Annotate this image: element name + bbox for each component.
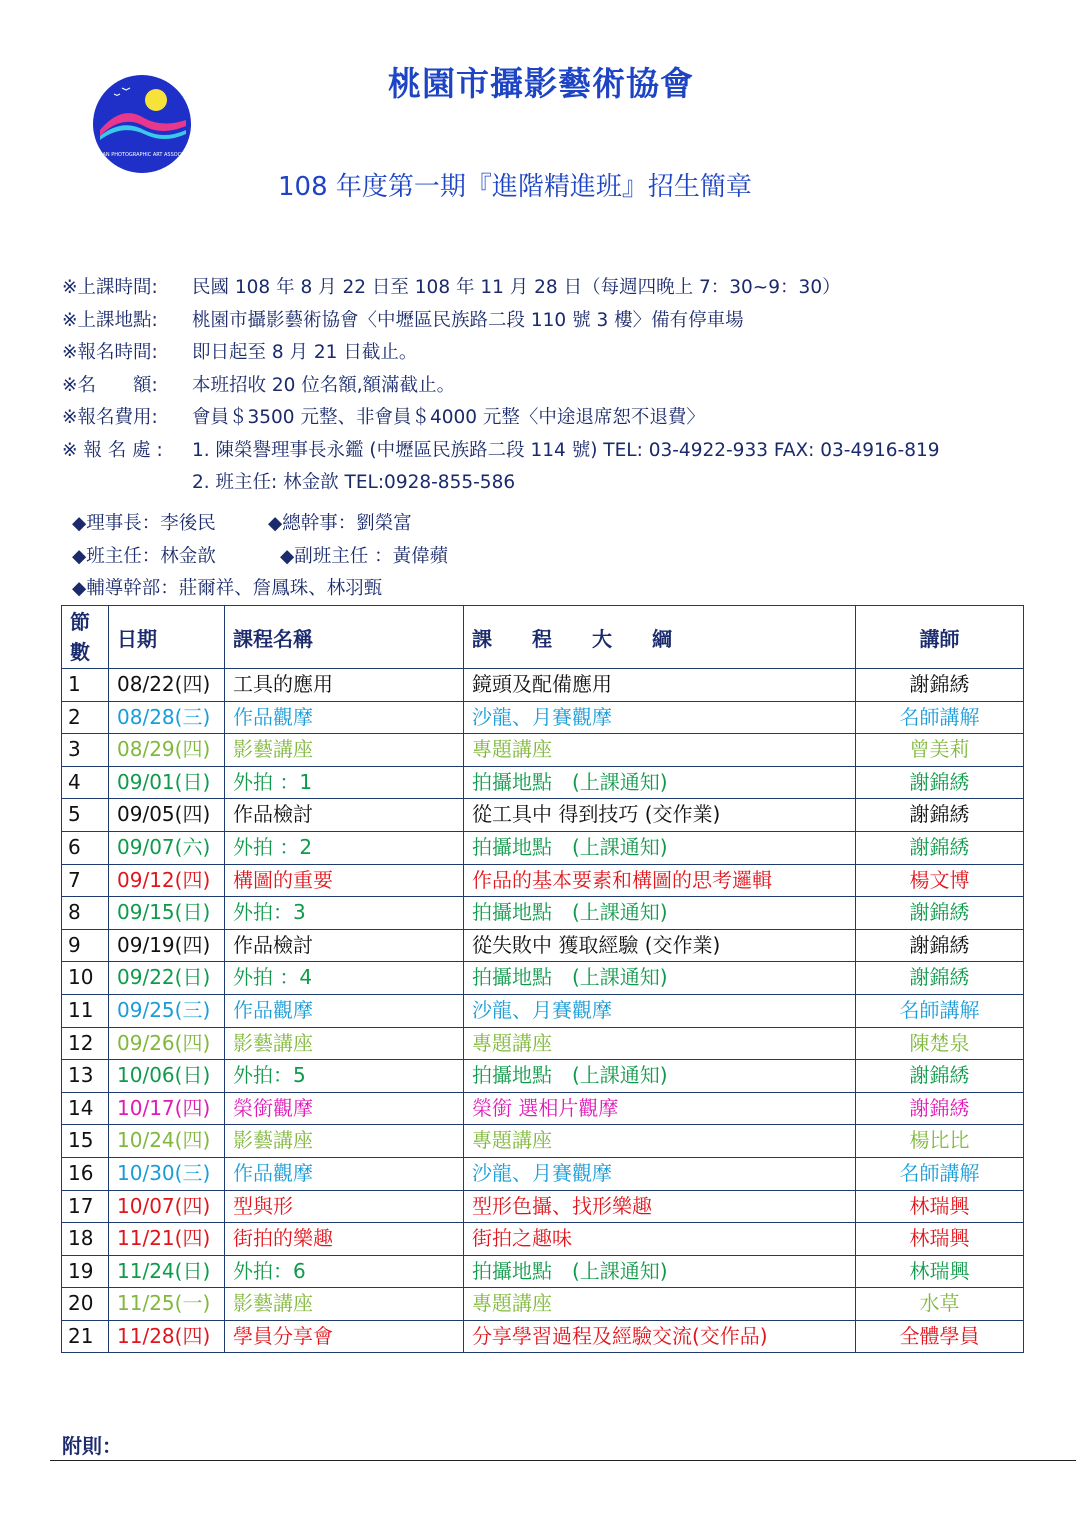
cell-teacher: 謝錦綉 <box>856 799 1024 832</box>
cell-course-name: 構圖的重要 <box>225 864 464 897</box>
info-label: ※名 額: <box>62 374 158 396</box>
cell-course-outline: 街拍之趣味 <box>464 1223 856 1256</box>
header-course-name: 課程名稱 <box>225 606 464 669</box>
cell-course-name: 外拍 ：2 <box>225 831 464 864</box>
cell-session-number: 20 <box>62 1288 109 1321</box>
cell-teacher: 水草 <box>856 1288 1024 1321</box>
course-schedule-table <box>61 605 1024 1353</box>
cell-course-outline: 專題講座 <box>464 1125 856 1158</box>
cell-course-name: 影藝講座 <box>225 1288 464 1321</box>
cell-session-number: 8 <box>62 897 109 930</box>
cell-course-name: 工具的應用 <box>225 669 464 702</box>
table-row <box>62 1092 1024 1125</box>
table-row <box>62 799 1024 832</box>
cell-teacher: 謝錦綉 <box>856 962 1024 995</box>
table-row <box>62 701 1024 734</box>
cell-teacher: 謝錦綉 <box>856 766 1024 799</box>
info-value: 即日起至 8 月 21 日截止。 <box>192 342 418 363</box>
cell-session-number: 16 <box>62 1157 109 1190</box>
table-row <box>62 962 1024 995</box>
table-row <box>62 1157 1024 1190</box>
cell-teacher: 謝錦綉 <box>856 1060 1024 1093</box>
staff-chairman: ◆理事長：李後民 <box>72 513 216 534</box>
table-row <box>62 897 1024 930</box>
cell-course-name: 影藝講座 <box>225 1027 464 1060</box>
table-row <box>62 831 1024 864</box>
cell-date: 09/26(四) <box>109 1027 225 1060</box>
cell-teacher: 全體學員 <box>856 1320 1024 1353</box>
cell-date: 09/05(四) <box>109 799 225 832</box>
cell-course-name: 作品觀摩 <box>225 1157 464 1190</box>
cell-session-number: 18 <box>62 1223 109 1256</box>
info-label: ※ 報 名 處 : <box>62 439 163 461</box>
staff-vice-head: ◆副班主任 ：黃偉蘋 <box>280 545 449 567</box>
table-row <box>62 864 1024 897</box>
cell-session-number: 19 <box>62 1255 109 1288</box>
table-row <box>62 1223 1024 1256</box>
cell-course-name: 作品觀摩 <box>225 994 464 1027</box>
cell-session-number: 10 <box>62 962 109 995</box>
cell-date: 09/12(四) <box>109 864 225 897</box>
cell-course-outline: 沙龍、月賽觀摩 <box>464 994 856 1027</box>
cell-teacher: 名師講解 <box>856 994 1024 1027</box>
cell-course-name: 街拍的樂趣 <box>225 1223 464 1256</box>
info-value: 會員＄3500 元整、非會員＄4000 元整〈中途退席恕不退費〉 <box>192 407 705 428</box>
cell-session-number: 2 <box>62 701 109 734</box>
table-row <box>62 1288 1024 1321</box>
cell-date: 10/07(四) <box>109 1190 225 1223</box>
cell-session-number: 5 <box>62 799 109 832</box>
cell-course-outline: 分享學習過程及經驗交流(交作品) <box>464 1320 856 1353</box>
cell-course-name: 作品檢討 <box>225 799 464 832</box>
header-session-number: 節 數 <box>62 606 109 669</box>
cell-course-name: 影藝講座 <box>225 1125 464 1158</box>
info-value: 民國 108 年 8 月 22 日至 108 年 11 月 28 日（每週四晚上 7：30~9：30） <box>192 277 841 298</box>
table-row <box>62 766 1024 799</box>
cell-session-number: 12 <box>62 1027 109 1060</box>
info-label: ※報名費用: <box>62 407 158 428</box>
staff-secretary: ◆總幹事：劉榮富 <box>268 513 412 534</box>
cell-course-outline: 拍攝地點 (上課通知) <box>464 962 856 995</box>
cell-course-name: 外拍：3 <box>225 897 464 930</box>
info-label: ※上課時間: <box>62 277 158 298</box>
cell-course-name: 外拍 ：4 <box>225 962 464 995</box>
staff-class-head: ◆班主任：林金歆 <box>72 545 216 567</box>
cell-date: 08/28(三) <box>109 701 225 734</box>
info-value: 本班招收 20 位名額,額滿截止。 <box>192 374 456 396</box>
cell-date: 09/19(四) <box>109 929 225 962</box>
appendix-label: 附則： <box>62 1434 122 1458</box>
cell-teacher: 謝錦綉 <box>856 929 1024 962</box>
cell-teacher: 楊比比 <box>856 1125 1024 1158</box>
cell-date: 08/22(四) <box>109 669 225 702</box>
cell-course-name: 外拍 ：1 <box>225 766 464 799</box>
cell-session-number: 15 <box>62 1125 109 1158</box>
cell-course-name: 作品檢討 <box>225 929 464 962</box>
header-date: 日期 <box>109 606 225 669</box>
cell-course-name: 型與形 <box>225 1190 464 1223</box>
table-row <box>62 994 1024 1027</box>
cell-session-number: 17 <box>62 1190 109 1223</box>
cell-teacher: 林瑞興 <box>856 1255 1024 1288</box>
cell-date: 11/24(日) <box>109 1255 225 1288</box>
cell-teacher: 楊文博 <box>856 864 1024 897</box>
cell-date: 11/25(一) <box>109 1288 225 1321</box>
cell-date: 11/21(四) <box>109 1223 225 1256</box>
info-label: ※上課地點: <box>62 309 158 331</box>
cell-course-outline: 拍攝地點 (上課通知) <box>464 897 856 930</box>
cell-date: 10/06(日) <box>109 1060 225 1093</box>
info-value: 1. 陳榮譽理事長永鑑 (中壢區民族路二段 114 號) TEL: 03-4922-933 FAX: 03-4916-819 <box>192 439 940 461</box>
cell-course-outline: 型形色攝、找形樂趣 <box>464 1190 856 1223</box>
cell-course-name: 影藝講座 <box>225 734 464 767</box>
cell-teacher: 陳楚泉 <box>856 1027 1024 1060</box>
cell-course-name: 榮銜觀摩 <box>225 1092 464 1125</box>
cell-course-outline: 拍攝地點 (上課通知) <box>464 1255 856 1288</box>
cell-course-outline: 專題講座 <box>464 1288 856 1321</box>
cell-session-number: 6 <box>62 831 109 864</box>
cell-teacher: 謝錦綉 <box>856 669 1024 702</box>
table-row <box>62 734 1024 767</box>
table-row <box>62 1027 1024 1060</box>
cell-session-number: 1 <box>62 669 109 702</box>
table-header-row <box>62 606 1024 669</box>
header-teacher: 講師 <box>856 606 1024 669</box>
cell-teacher: 名師講解 <box>856 701 1024 734</box>
cell-date: 11/28(四) <box>109 1320 225 1353</box>
cell-course-name: 作品觀摩 <box>225 701 464 734</box>
association-logo <box>86 74 198 174</box>
cell-course-outline: 沙龍、月賽觀摩 <box>464 1157 856 1190</box>
table-row <box>62 1125 1024 1158</box>
table-row <box>62 1060 1024 1093</box>
cell-teacher: 名師講解 <box>856 1157 1024 1190</box>
table-row <box>62 1255 1024 1288</box>
cell-course-outline: 拍攝地點 (上課通知) <box>464 1060 856 1093</box>
cell-course-outline: 作品的基本要素和構圖的思考邏輯 <box>464 864 856 897</box>
cell-date: 08/29(四) <box>109 734 225 767</box>
cell-teacher: 林瑞興 <box>856 1223 1024 1256</box>
cell-teacher: 謝錦綉 <box>856 897 1024 930</box>
document-title: 108 年度第一期『進階精進班』招生簡章 <box>278 172 752 202</box>
cell-date: 09/15(日) <box>109 897 225 930</box>
cell-course-outline: 沙龍、月賽觀摩 <box>464 701 856 734</box>
cell-session-number: 3 <box>62 734 109 767</box>
cell-teacher: 曾美莉 <box>856 734 1024 767</box>
cell-session-number: 14 <box>62 1092 109 1125</box>
cell-course-outline: 專題講座 <box>464 734 856 767</box>
cell-course-outline: 拍攝地點 (上課通知) <box>464 766 856 799</box>
cell-teacher: 謝錦綉 <box>856 1092 1024 1125</box>
cell-course-name: 外拍：5 <box>225 1060 464 1093</box>
bottom-divider <box>50 1460 1076 1461</box>
header-course-outline: 課 程 大 綱 <box>464 606 856 669</box>
cell-session-number: 21 <box>62 1320 109 1353</box>
cell-date: 10/17(四) <box>109 1092 225 1125</box>
cell-session-number: 4 <box>62 766 109 799</box>
cell-session-number: 7 <box>62 864 109 897</box>
table-row <box>62 669 1024 702</box>
staff-tutors: ◆輔導幹部：莊爾祥、詹鳳珠、林羽甄 <box>72 578 383 599</box>
cell-course-name: 外拍：6 <box>225 1255 464 1288</box>
cell-course-outline: 從失敗中 獲取經驗 (交作業) <box>464 929 856 962</box>
info-value: 2. 班主任: 林金歆 TEL:0928-855-586 <box>192 472 516 493</box>
cell-date: 10/24(四) <box>109 1125 225 1158</box>
cell-course-name: 學員分享會 <box>225 1320 464 1353</box>
table-row <box>62 929 1024 962</box>
org-title: 桃園市攝影藝術協會 <box>388 64 694 103</box>
cell-course-outline: 拍攝地點 (上課通知) <box>464 831 856 864</box>
cell-date: 09/01(日) <box>109 766 225 799</box>
cell-date: 10/30(三) <box>109 1157 225 1190</box>
info-label: ※報名時間: <box>62 342 158 363</box>
table-row <box>62 1320 1024 1353</box>
cell-course-outline: 榮銜 選相片觀摩 <box>464 1092 856 1125</box>
cell-course-outline: 鏡頭及配備應用 <box>464 669 856 702</box>
table-row <box>62 1190 1024 1223</box>
cell-session-number: 9 <box>62 929 109 962</box>
cell-course-outline: 專題講座 <box>464 1027 856 1060</box>
cell-session-number: 13 <box>62 1060 109 1093</box>
cell-date: 09/22(日) <box>109 962 225 995</box>
cell-course-outline: 從工具中 得到技巧 (交作業) <box>464 799 856 832</box>
info-value: 桃園市攝影藝術協會〈中壢區民族路二段 110 號 3 樓〉備有停車場 <box>192 309 744 331</box>
cell-date: 09/25(三) <box>109 994 225 1027</box>
cell-teacher: 謝錦綉 <box>856 831 1024 864</box>
svg-text:TAOYUAN PHOTOGRAPHIC ART ASSOC: TAOYUAN PHOTOGRAPHIC ART ASSOCIATION <box>86 152 198 158</box>
cell-session-number: 11 <box>62 994 109 1027</box>
cell-teacher: 林瑞興 <box>856 1190 1024 1223</box>
cell-date: 09/07(六) <box>109 831 225 864</box>
